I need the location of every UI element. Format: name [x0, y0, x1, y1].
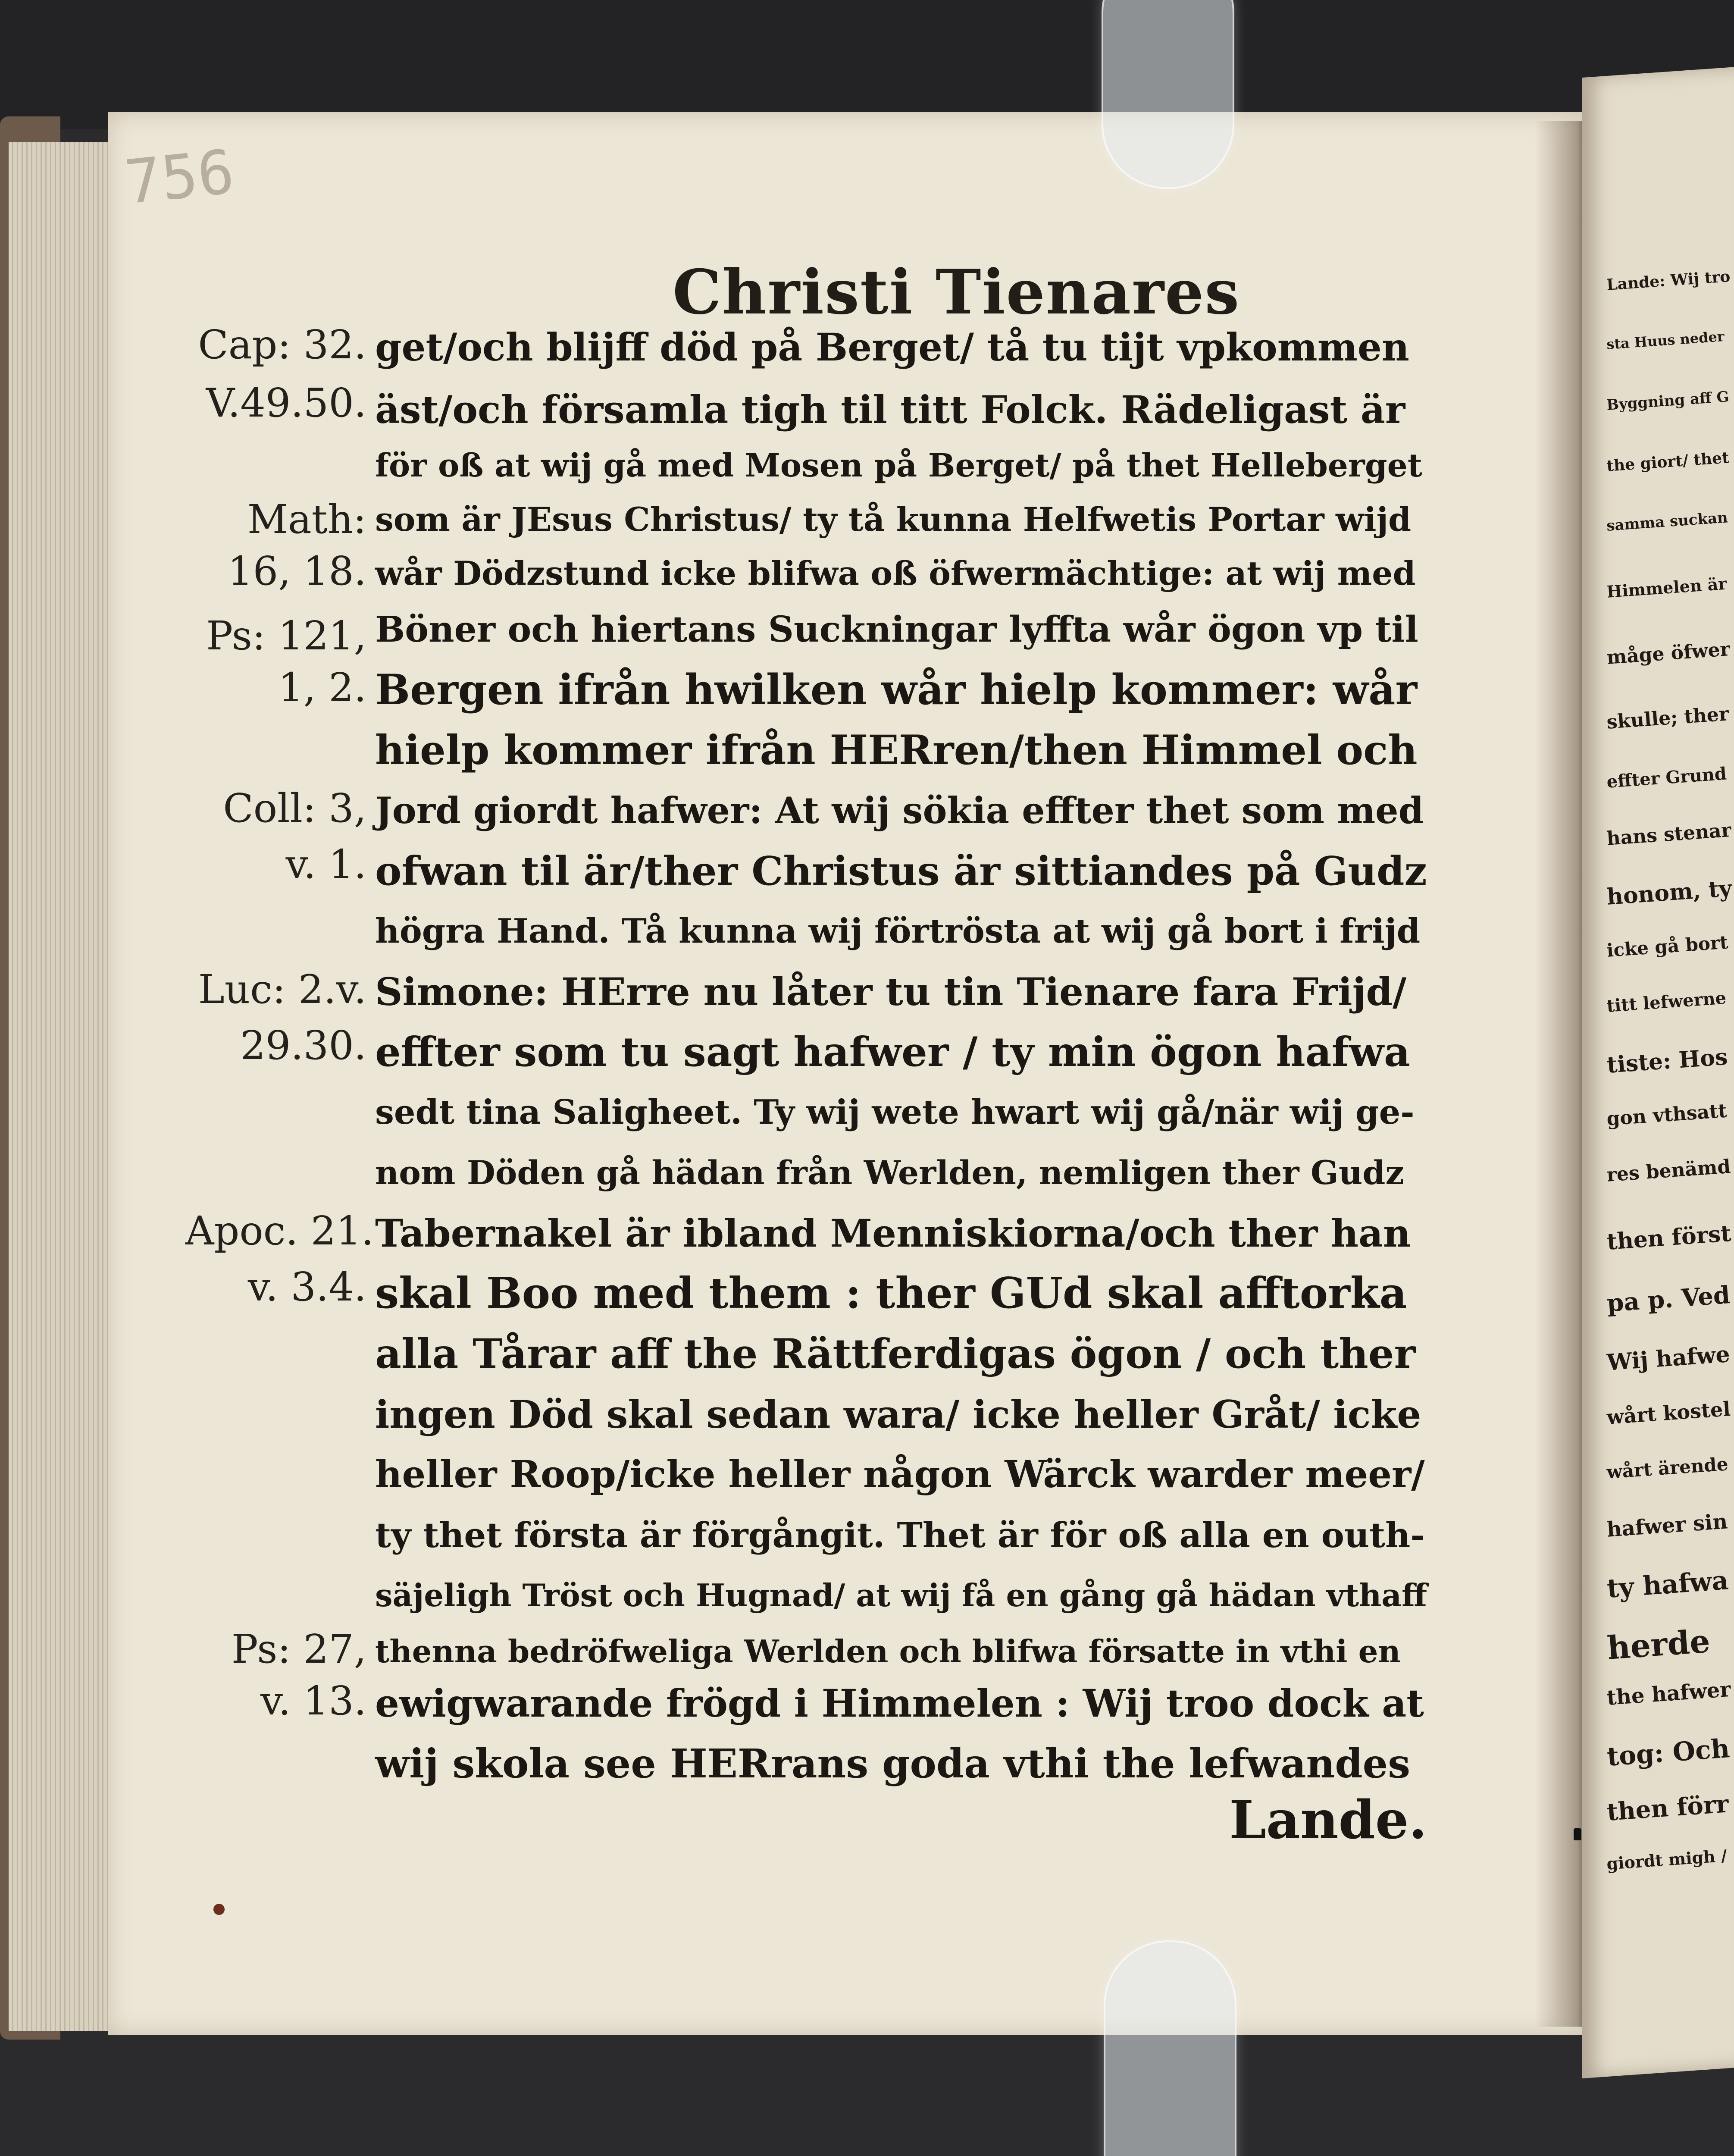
- text-line: Jord giordt hafwer: At wij sökia effter thet som med: [375, 789, 1424, 832]
- right-page-line: the hafwer: [1606, 1677, 1732, 1710]
- text-line: sedt tina Saligheet. Ty wij wete hwart wij gå/när wij ge-: [375, 1093, 1415, 1132]
- plexiglass-page-holder-bottom: [1104, 1940, 1236, 2156]
- right-page-line: Himmelen är: [1606, 573, 1728, 602]
- margin-note: Luc: 2.v.: [198, 966, 366, 1012]
- text-line: Tabernakel är ibland Menniskiorna/och ther han: [375, 1211, 1411, 1256]
- text-line: Simone: HErre nu låter tu tin Tienare fara Frijd/: [375, 969, 1407, 1014]
- page-stack-edge: [9, 142, 121, 2031]
- right-page-line: icke gå bort: [1606, 931, 1729, 961]
- right-page-line: wårt kostel: [1606, 1397, 1731, 1429]
- right-page-line: Wij hafwe: [1606, 1341, 1731, 1376]
- right-page-line: hans stenar: [1606, 819, 1732, 850]
- right-page-line: sta Huus neder: [1606, 328, 1725, 353]
- right-page-line: hafwer sin: [1606, 1509, 1728, 1542]
- margin-note: Ps: 121,: [206, 613, 366, 659]
- margin-note: Math:: [247, 496, 366, 542]
- dark-background: [0, 0, 1734, 129]
- margin-note: 29.30.: [240, 1022, 366, 1069]
- text-line: för oß at wij gå med Mosen på Berget/ på thet Helleberget: [375, 447, 1422, 484]
- text-line: nom Döden gå hädan från Werlden, nemligen ther Gudz: [375, 1153, 1404, 1192]
- margin-note: v. 1.: [285, 841, 366, 887]
- text-line: hielp kommer ifrån HERren/then Himmel och: [375, 727, 1418, 774]
- running-heading: Christi Tienares: [673, 257, 1240, 328]
- text-line: alla Tårar aff the Rättferdigas ögon / och ther: [375, 1330, 1416, 1378]
- text-line: effter som tu sagt hafwer / ty min ögon hafwa: [375, 1028, 1410, 1076]
- right-page-line: then förr: [1606, 1789, 1730, 1827]
- margin-note: v. 13.: [260, 1678, 366, 1724]
- right-page-line: herde: [1606, 1623, 1712, 1667]
- right-page-line: wårt ärende: [1606, 1453, 1729, 1483]
- right-page-line: the giort/ thet: [1606, 448, 1730, 475]
- margin-note: 1, 2.: [278, 664, 366, 711]
- text-line: Böner och hiertans Suckningar lyffta wår ögon vp til: [375, 609, 1418, 650]
- margin-note: V.49.50.: [206, 380, 366, 426]
- ink-spot: [213, 1904, 225, 1915]
- text-line: wår Dödzstund icke blifwa oß öfwermächtige: at wij med: [375, 554, 1416, 592]
- right-page-line: pa p. Ved: [1606, 1281, 1731, 1318]
- right-page-line: Byggning aff G: [1606, 388, 1730, 414]
- right-page-line: titt lefwerne: [1606, 987, 1727, 1016]
- margin-note: Ps: 27,: [231, 1626, 366, 1672]
- catchword: Lande.: [1229, 1789, 1427, 1851]
- text-line: ingen Död skal sedan wara/ icke heller Gråt/ icke: [375, 1392, 1421, 1437]
- text-line: äst/och församla tigh til titt Folck. Rädeligast är: [375, 387, 1405, 432]
- right-page-line: then först: [1606, 1220, 1732, 1255]
- right-page-line: ty hafwa: [1606, 1565, 1730, 1604]
- text-line: högra Hand. Tå kunna wij förtrösta at wij gå bort i frijd: [375, 912, 1421, 951]
- right-page-line: effter Grund: [1606, 763, 1728, 792]
- text-line: ofwan til är/ther Christus är sittiandes på Gudz: [375, 848, 1427, 894]
- text-line: som är JEsus Christus/ ty tå kunna Helfwetis Portar wijd: [375, 500, 1412, 539]
- text-line: ty thet första är förgångit. Thet är för oß alla en outh-: [375, 1515, 1425, 1555]
- right-page-line: skulle; ther: [1606, 703, 1730, 733]
- right-page-line: tog: Och: [1606, 1733, 1731, 1772]
- manuscript-page-number: 756: [122, 137, 238, 218]
- margin-note: Cap: 32.: [198, 322, 366, 368]
- right-page-line: tiste: Hos: [1606, 1044, 1729, 1078]
- text-line: skal Boo med them : ther GUd skal afftorka: [375, 1269, 1407, 1318]
- right-page-line: Lande: Wij tro: [1606, 267, 1731, 294]
- text-line: heller Roop/icke heller någon Wärck warder meer/: [375, 1453, 1425, 1496]
- page-speck: [1574, 1828, 1581, 1840]
- plexiglass-page-holder-top: [1102, 0, 1234, 189]
- text-line: säjeligh Tröst och Hugnad/ at wij få en gång gå hädan vthaff: [375, 1577, 1427, 1614]
- text-line: wij skola see HERrans goda vthi the lefwandes: [375, 1740, 1410, 1787]
- right-page-line: samma suckan: [1606, 509, 1728, 535]
- right-page-line: honom, ty: [1606, 875, 1733, 910]
- right-page-line: måge öfwer: [1606, 638, 1731, 669]
- text-line: ewigwarande frögd i Himmelen : Wij troo dock at: [375, 1681, 1424, 1726]
- right-page-line: res benämd: [1606, 1155, 1731, 1186]
- margin-note: v. 3.4.: [247, 1264, 366, 1310]
- text-line: Bergen ifrån hwilken wår hielp kommer: wår: [375, 665, 1418, 714]
- text-line: thenna bedröfweliga Werlden och blifwa försatte in vthi en: [375, 1633, 1401, 1670]
- margin-note: 16, 18.: [228, 548, 366, 594]
- text-line: get/och blijff död på Berget/ tå tu tijt vpkommen: [375, 325, 1409, 370]
- margin-note: Apoc. 21.: [185, 1208, 374, 1254]
- margin-note: Coll: 3,: [223, 785, 366, 831]
- right-page-line: gon vthsatt: [1606, 1100, 1728, 1130]
- right-page-line: giordt migh /: [1606, 1846, 1728, 1874]
